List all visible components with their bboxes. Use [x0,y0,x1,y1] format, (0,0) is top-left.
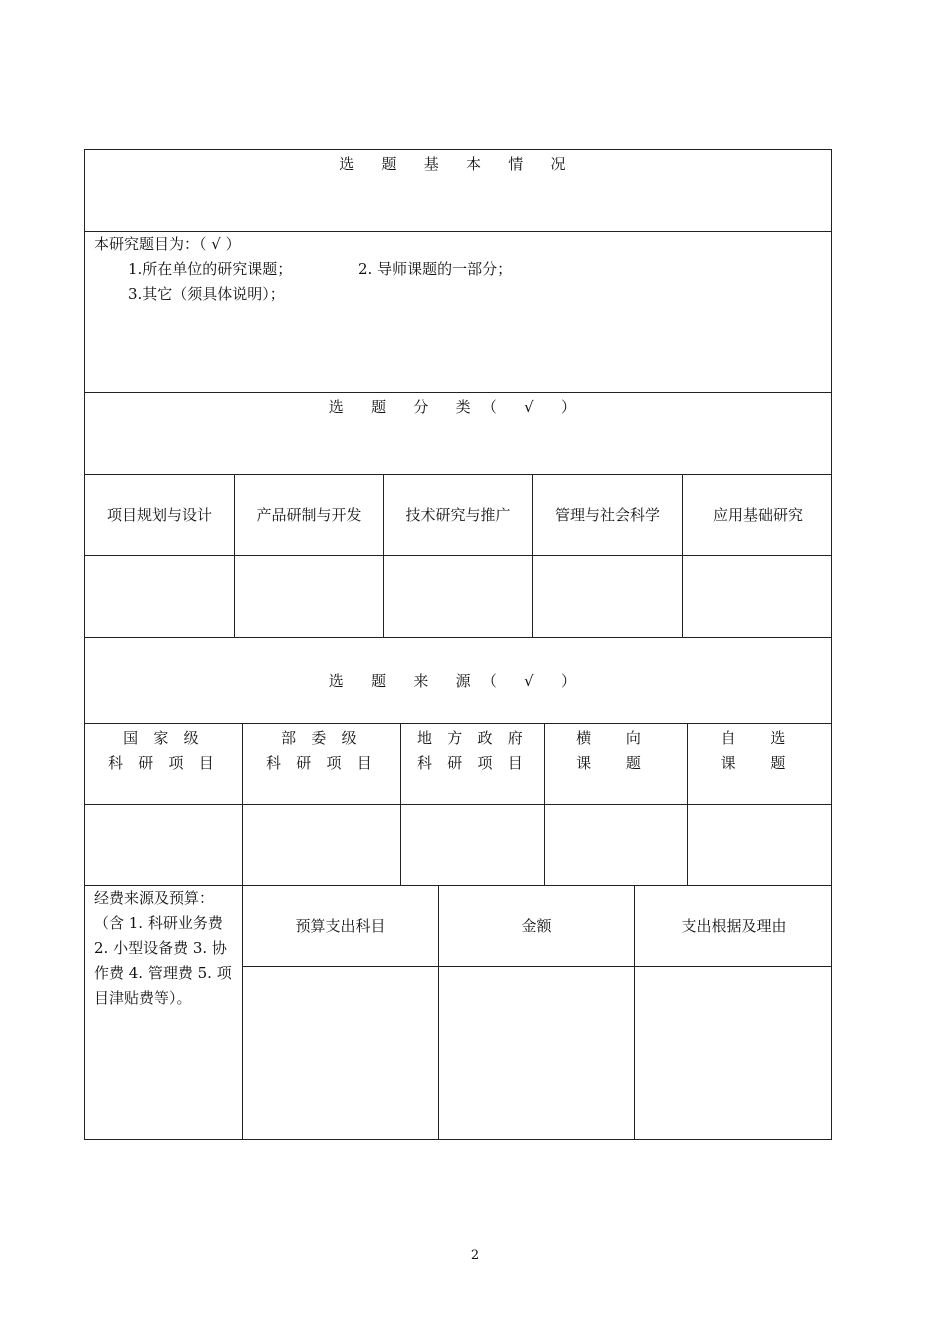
source-ministry [243,724,401,804]
source-label-row [85,724,831,805]
basic-info-heading-row [85,150,831,232]
topic-info-form [84,149,832,1140]
source-self-line2: 课 题 [720,754,801,772]
budget-entry-row [243,967,831,1139]
budget-col-item: 预算支出科目 [243,886,439,966]
category-label-row [85,475,831,556]
category-check-cell[interactable] [384,556,533,637]
source-horizontal [545,724,688,804]
purpose-option-other[interactable]: 3.其它（须具体说明）； [128,285,285,303]
source-check-cell[interactable] [243,805,401,885]
category-heading-row [85,393,831,475]
research-purpose-row [85,232,831,393]
source-horizontal-line2: 课 题 [576,754,656,772]
purpose-option-unit-project[interactable]: 1.所在单位的研究课题； [128,260,293,278]
budget-col-amount: 金额 [439,886,635,966]
budget-item-entry[interactable] [243,967,439,1139]
source-check-cell[interactable] [545,805,688,885]
category-check-row [85,556,831,638]
budget-reason-entry[interactable] [635,967,833,1139]
source-ministry-line1: 部 委 级 [281,729,362,747]
source-check-cell[interactable] [688,805,833,885]
category-check-cell[interactable] [683,556,833,637]
budget-amount-entry[interactable] [439,967,635,1139]
source-horizontal-line1: 横 向 [576,729,656,747]
category-management-social: 管理与社会科学 [533,475,683,555]
source-ministry-line2: 科 研 项 目 [265,754,378,772]
page-number: 2 [470,1248,480,1263]
research-purpose-prompt: 本研究题目为：（ √ ） [94,235,241,253]
budget-col-reason: 支出根据及理由 [681,916,787,935]
source-national-line2: 科 研 项 目 [107,754,220,772]
source-self-selected [688,724,833,804]
source-check-row [85,805,831,886]
category-applied-basic: 应用基础研究 [712,505,803,524]
source-heading: 选 题 来 源（ √ ） [328,671,588,690]
category-heading: 选 题 分 类（ √ ） [328,398,588,416]
budget-header-row [243,886,831,967]
source-check-cell[interactable] [401,805,545,885]
category-tech-research: 技术研究与推广 [384,475,533,555]
category-check-cell[interactable] [85,556,235,637]
basic-info-heading: 选 题 基 本 情 况 [339,155,577,173]
category-project-planning: 项目规划与设计 [85,475,235,555]
source-local-line1: 地 方 政 府 [416,729,529,747]
source-check-cell[interactable] [85,805,243,885]
category-check-cell[interactable] [235,556,384,637]
category-product-development: 产品研制与开发 [235,475,384,555]
category-check-cell[interactable] [533,556,683,637]
budget-section [85,886,831,1139]
purpose-option-advisor-project[interactable]: 2. 导师课题的一部分； [358,260,513,278]
source-national [85,724,243,804]
source-heading-row [85,638,831,724]
budget-source-label: 经费来源及预算：（含 1. 科研业务费 2. 小型设备费 3. 协作费 4. 管理费 5. 项目津贴费等）。 [85,886,243,1139]
source-national-line1: 国 家 级 [123,729,204,747]
source-self-line1: 自 选 [720,729,801,747]
source-local-line2: 科 研 项 目 [416,754,529,772]
source-local-government [401,724,545,804]
